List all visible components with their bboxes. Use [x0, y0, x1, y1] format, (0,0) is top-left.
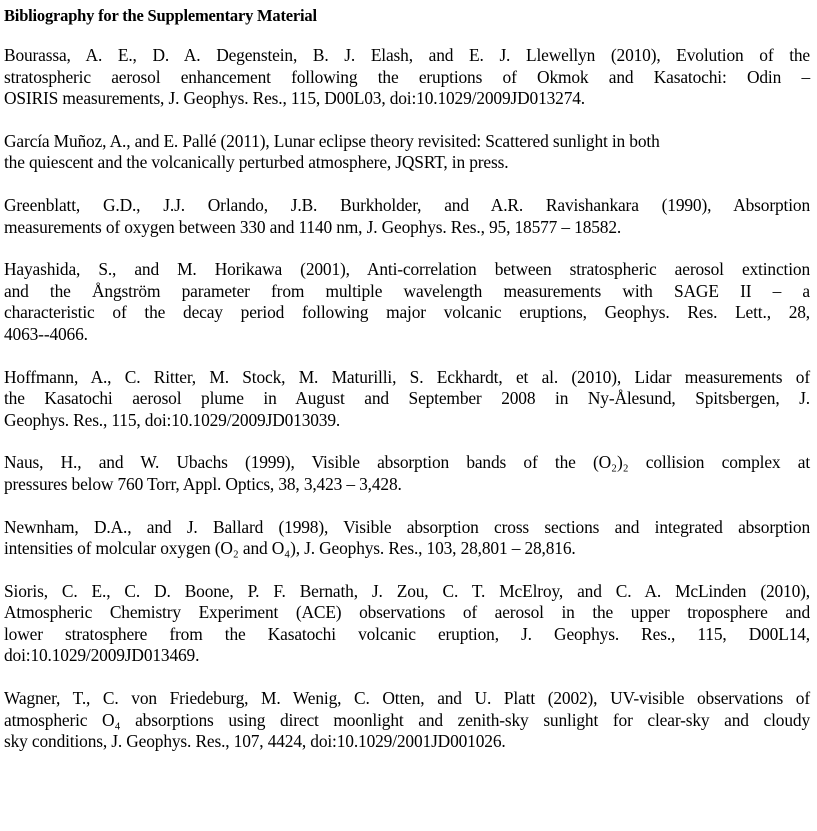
reference-entry: [4, 688, 810, 753]
reference-line: Atmospheric Chemistry Experiment (ACE) observations of aerosol in the upper troposphere and: [4, 602, 810, 623]
reference-line: Newnham, D.A., and J. Ballard (1998), Visible absorption cross sections and integrated absorption: [4, 516, 810, 537]
reference-line: and the Ångström parameter from multiple wavelength measurements with SAGE II – a: [4, 280, 810, 301]
reference-line: Naus, H., and W. Ubachs (1999), Visible absorption bands of the (O₂)₂ collision complex at: [4, 452, 810, 473]
document-page: [4, 6, 810, 774]
reference-entry: [4, 517, 810, 560]
reference-line: measurements of oxygen between 330 and 1140 nm, J. Geophys. Res., 95, 18577 – 18582.: [4, 216, 622, 237]
reference-line: the quiescent and the volcanically perturbed atmosphere, JQSRT, in press.: [4, 152, 509, 173]
reference-line: Bourassa, A. E., D. A. Degenstein, B. J. Elash, and E. J. Llewellyn (2010), Evolution of the: [4, 45, 810, 65]
reference-line: doi:10.1029/2009JD013469.: [4, 645, 200, 666]
reference-line: García Muñoz, A., and E. Pallé (2011), Lunar eclipse theory revisited: Scattered sunlight in both: [4, 130, 660, 151]
reference-entry: [4, 45, 810, 110]
page-title: Bibliography for the Supplementary Material: [4, 6, 317, 25]
reference-line: the Kasatochi aerosol plume in August and September 2008 in Ny-Ålesund, Spitsbergen, J.: [4, 388, 810, 409]
reference-entry: [4, 581, 810, 667]
reference-line: characteristic of the decay period following major volcanic eruptions, Geophys. Res. Lett., 28,: [4, 302, 810, 323]
reference-line: Greenblatt, G.D., J.J. Orlando, J.B. Burkholder, and A.R. Ravishankara (1990), Absorption: [4, 194, 810, 215]
reference-line: atmospheric O₄ absorptions using direct moonlight and zenith-sky sunlight for clear-sky and cloudy: [4, 709, 810, 730]
reference-line: stratospheric aerosol enhancement following the eruptions of Okmok and Kasatochi: Odin –: [4, 66, 810, 87]
reference-line: sky conditions, J. Geophys. Res., 107, 4424, doi:10.1029/2001JD001026.: [4, 731, 506, 752]
reference-line: 4063--4066.: [4, 323, 88, 344]
reference-line: intensities of molcular oxygen (O₂ and O₄), J. Geophys. Res., 103, 28,801 – 28,816.: [4, 538, 576, 559]
reference-entry: [4, 452, 810, 495]
reference-line: Sioris, C. E., C. D. Boone, P. F. Bernath, J. Zou, C. T. McElroy, and C. A. McLinden (2010),: [4, 580, 810, 601]
reference-line: Geophys. Res., 115, doi:10.1029/2009JD013039.: [4, 409, 341, 430]
reference-line: lower stratosphere from the Kasatochi volcanic eruption, J. Geophys. Res., 115, D00L14,: [4, 623, 810, 644]
reference-line: Hoffmann, A., C. Ritter, M. Stock, M. Maturilli, S. Eckhardt, et al. (2010), Lidar measurements of: [4, 366, 810, 387]
reference-entry: [4, 131, 810, 174]
reference-entry: [4, 367, 810, 432]
reference-line: pressures below 760 Torr, Appl. Optics, 38, 3,423 – 3,428.: [4, 473, 402, 494]
reference-line: OSIRIS measurements, J. Geophys. Res., 115, D00L03, doi:10.1029/2009JD013274.: [4, 88, 585, 109]
reference-line: Wagner, T., C. von Friedeburg, M. Wenig, C. Otten, and U. Platt (2002), UV-visible observations of: [4, 688, 810, 709]
reference-entry: [4, 259, 810, 345]
reference-line: Hayashida, S., and M. Horikawa (2001), Anti-correlation between stratospheric aerosol extinction: [4, 259, 810, 280]
reference-entry: [4, 195, 810, 238]
